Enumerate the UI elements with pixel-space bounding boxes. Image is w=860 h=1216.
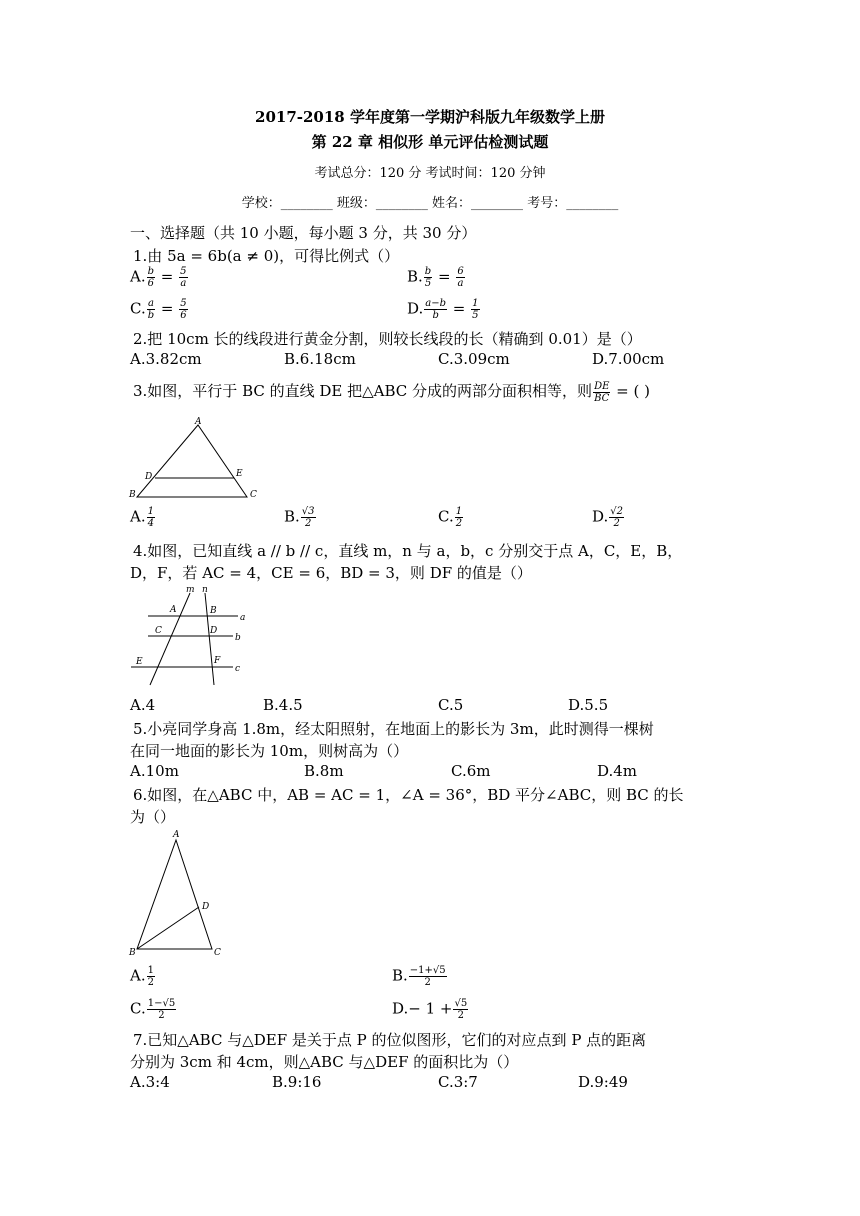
q2-option-b: B.6.18cm (284, 350, 356, 368)
q7-option-a: A.3:4 (130, 1073, 170, 1091)
q4-label-m: m (186, 585, 195, 595)
q3-option-d: D. $\frac{√2}{2}$ (592, 506, 623, 529)
q6-label-d: D (202, 902, 210, 912)
q1-option-c: C. $\frac{a}{b}$ = $\frac{5}{6}$ (130, 298, 187, 321)
q5-option-b: B.8m (304, 762, 344, 780)
q2-option-a: A.3.82cm (130, 350, 202, 368)
q1-stem: 1.由 5a = 6b(a ≠ 0)，可得比例式（） (133, 247, 400, 265)
q3-stem: 3.如图，平行于 BC 的直线 DE 把△ABC 分成的两部分面积相等，则 $\frac{DE}{BC}$ = ( ) (133, 380, 650, 404)
q7-stem-line2: 分别为 3cm 和 4cm，则△ABC 与△DEF 的面积比为（） (130, 1053, 519, 1071)
q6-label-a: A (173, 830, 180, 840)
q2-stem: 2.把 10cm 长的线段进行黄金分割，则较长线段的长（精确到 0.01）是（） (133, 330, 642, 348)
student-info: 学校：________ 班级：________ 姓名：________ 考号：________ (241, 196, 619, 211)
q4-option-c: C.5 (438, 696, 464, 714)
q4-label-d-point: D (210, 626, 218, 636)
q3-label-c: C (250, 490, 257, 500)
q6-option-d: D.− 1 + $\frac{√5}{2}$ (392, 998, 468, 1021)
q4-label-f-point: F (214, 656, 221, 666)
q6-option-c: C. $\frac{1-√5}{2}$ (130, 998, 176, 1021)
q1-option-d: D. $\frac{a-b}{b}$ = $\frac{1}{5}$ (407, 298, 479, 321)
q3-option-c: C. $\frac{1}{2}$ (438, 506, 463, 529)
q4-label-n: n (202, 585, 208, 595)
q3-label-e: E (236, 469, 243, 479)
q7-option-b: B.9:16 (272, 1073, 322, 1091)
q7-stem-line1: 7.已知△ABC 与△DEF 是关于点 P 的位似图形，它们的对应点到 P 点的距离 (133, 1031, 647, 1049)
q3-label-a: A (195, 417, 202, 427)
q4-parallel-lines-figure (128, 585, 253, 690)
q4-label-c-point: C (155, 626, 162, 636)
q4-label-a-point: A (170, 605, 177, 615)
q1-option-b: B. $\frac{b}{5}$ = $\frac{6}{a}$ (407, 266, 464, 289)
q2-option-c: C.3.09cm (438, 350, 510, 368)
q6-label-c: C (214, 948, 221, 958)
q7-option-d: D.9:49 (578, 1073, 628, 1091)
q5-option-a: A.10m (130, 762, 179, 780)
q3-triangle-figure (128, 415, 263, 505)
q2-option-d: D.7.00cm (592, 350, 665, 368)
q6-stem-line2: 为（） (130, 808, 176, 826)
q4-label-line-a: a (240, 613, 246, 623)
q4-stem-line2: D，F，若 AC = 4，CE = 6，BD = 3，则 DF 的值是（） (130, 564, 532, 582)
q6-option-a: A. $\frac{1}{2}$ (130, 965, 154, 988)
q5-stem-line2: 在同一地面的影长为 10m，则树高为（） (130, 742, 409, 760)
q3-option-b: B. $\frac{√3}{2}$ (284, 506, 315, 529)
q6-triangle-figure (128, 828, 228, 958)
doc-title-line1: 2017-2018 学年度第一学期沪科版九年级数学上册 (255, 108, 605, 126)
q4-label-line-c: c (235, 664, 241, 674)
q4-option-a: A.4 (130, 696, 156, 714)
q6-label-b: B (129, 948, 136, 958)
doc-title-line2: 第 22 章 相似形 单元评估检测试题 (311, 133, 549, 151)
q3-option-a: A. $\frac{1}{4}$ (130, 506, 154, 529)
q6-stem-line1: 6.如图，在△ABC 中，AB = AC = 1，∠A = 36°，BD 平分∠ABC，则 BC 的长 (133, 786, 684, 804)
q4-option-b: B.4.5 (263, 696, 303, 714)
q3-label-b: B (129, 490, 136, 500)
q3-label-d: D (145, 472, 153, 482)
q4-label-line-b: b (235, 633, 241, 643)
q4-label-b-point: B (210, 606, 217, 616)
section-heading: 一、选择题（共 10 小题，每小题 3 分，共 30 分） (130, 224, 477, 242)
q5-option-c: C.6m (451, 762, 491, 780)
q4-option-d: D.5.5 (568, 696, 609, 714)
q5-option-d: D.4m (597, 762, 638, 780)
exam-info: 考试总分：120 分 考试时间：120 分钟 (314, 166, 546, 181)
q7-option-c: C.3:7 (438, 1073, 478, 1091)
q5-stem-line1: 5.小亮同学身高 1.8m，经太阳照射，在地面上的影长为 3m，此时测得一棵树 (133, 720, 654, 738)
q4-stem-line1: 4.如图，已知直线 a // b // c，直线 m，n 与 a，b，c 分别交于点 A，C，E，B， (133, 542, 683, 560)
q4-label-e-point: E (136, 657, 143, 667)
q6-option-b: B. $\frac{-1+√5}{2}$ (392, 965, 446, 988)
q1-option-a: A. $\frac{b}{6}$ = $\frac{5}{a}$ (130, 266, 187, 289)
